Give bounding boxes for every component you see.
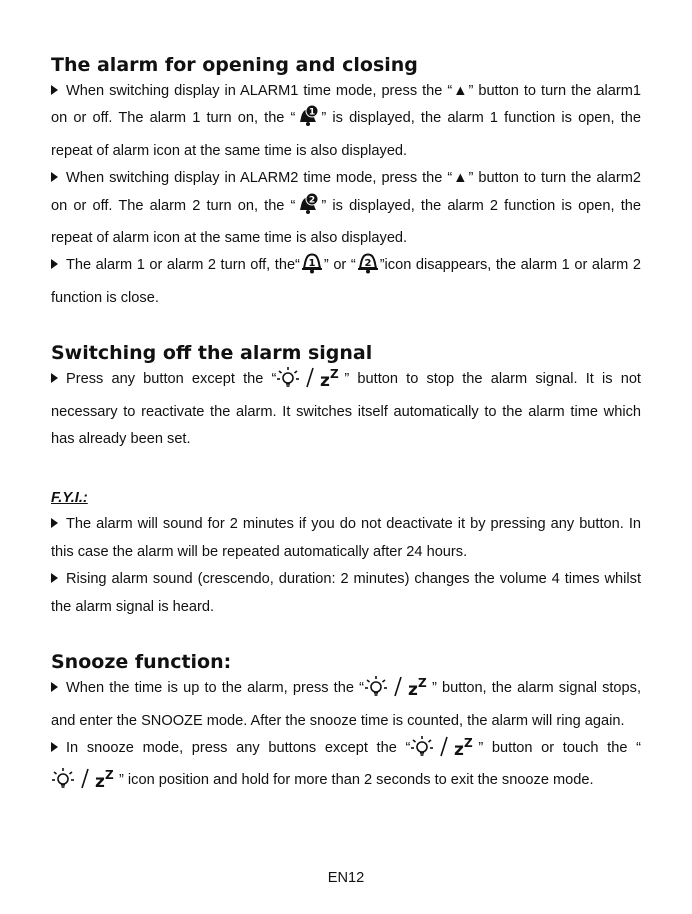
light-snooze-icon — [52, 767, 118, 799]
svg-text:z: z — [454, 739, 465, 757]
light-snooze-icon — [365, 675, 431, 707]
bell-outline-2-icon — [357, 252, 379, 284]
manual-page — [51, 52, 641, 800]
svg-text:Z: Z — [105, 768, 114, 783]
section-title-snooze: Snooze function: — [51, 651, 232, 674]
svg-text:2: 2 — [364, 258, 372, 270]
svg-text:1: 1 — [309, 107, 316, 118]
bullet-icon — [51, 259, 58, 269]
section-title-alarm: The alarm for opening and closing — [51, 54, 418, 76]
bell-outline-1-icon — [301, 252, 323, 284]
light-snooze-icon — [411, 735, 477, 767]
svg-text:1: 1 — [308, 258, 316, 270]
svg-text:Z: Z — [464, 735, 474, 750]
paragraph-alarm-off: The alarm 1 or alarm 2 turn off, the“ 1 ” or “ 2 ”icon disappears, the alarm 1 or alarm 2 function is close. — [51, 252, 641, 312]
bullet-icon — [51, 518, 58, 528]
light-snooze-icon — [277, 366, 343, 398]
svg-text:2: 2 — [309, 195, 316, 206]
section-title-switch-off: Switching off the alarm signal — [51, 342, 373, 365]
svg-text:Z: Z — [417, 676, 427, 691]
svg-text:z: z — [320, 371, 331, 389]
paragraph-switch-off: Press any button except the “ z Z ” button to stop the alarm signal. It is not necessary to reactivate the alarm. It switches itself automatically to the alarm time which has already been set. — [51, 367, 641, 448]
paragraph-alarm2: When switching display in ALARM2 time mode, press the “▲” button to turn the alarm2 on or off. The alarm 2 turn on, the “ 2 ” is displayed, the alarm 2 function is open, the repeat of alarm icon at the same time is also displayed. — [51, 170, 641, 247]
bell-1-icon — [296, 105, 320, 137]
svg-text:z: z — [407, 680, 418, 698]
paragraph-snooze-1: When the time is up to the alarm, press the “ z Z ” button, the alarm signal stops, and enter the SNOOZE mode. After the snooze time is counted, the alarm will ring again. — [51, 676, 642, 729]
bullet-icon — [51, 85, 58, 95]
paragraph-snooze-2: In snooze mode, press any buttons except the “ z Z ” button or touch the “ z Z ” icon position and hold for more than 2 seconds to exit the snooze mode. — [51, 735, 641, 800]
bullet-icon — [51, 742, 58, 752]
fyi-heading: F.Y.I.: — [51, 490, 88, 507]
page-number: EN12 — [327, 870, 365, 886]
paragraph-fyi-2: Rising alarm sound (crescendo, duration: 2 minutes) changes the volume 4 times whilst the alarm signal is heard. — [51, 571, 641, 615]
bullet-icon — [51, 172, 58, 182]
paragraph-fyi-1: The alarm will sound for 2 minutes if you do not deactivate it by pressing any button. In this case the alarm will be repeated automatically after 24 hours. — [51, 516, 641, 560]
bell-2-icon — [296, 193, 320, 225]
bullet-icon — [51, 373, 58, 383]
bullet-icon — [51, 573, 58, 583]
svg-text:z: z — [95, 772, 105, 790]
svg-text:Z: Z — [330, 367, 340, 382]
bullet-icon — [51, 682, 58, 692]
paragraph-alarm1: When switching display in ALARM1 time mode, press the “▲” button to turn the alarm1 on or off. The alarm 1 turn on, the “ 1 ” is displayed, the alarm 1 function is open, the repeat of alarm icon at the same time is also displayed. — [51, 83, 641, 159]
